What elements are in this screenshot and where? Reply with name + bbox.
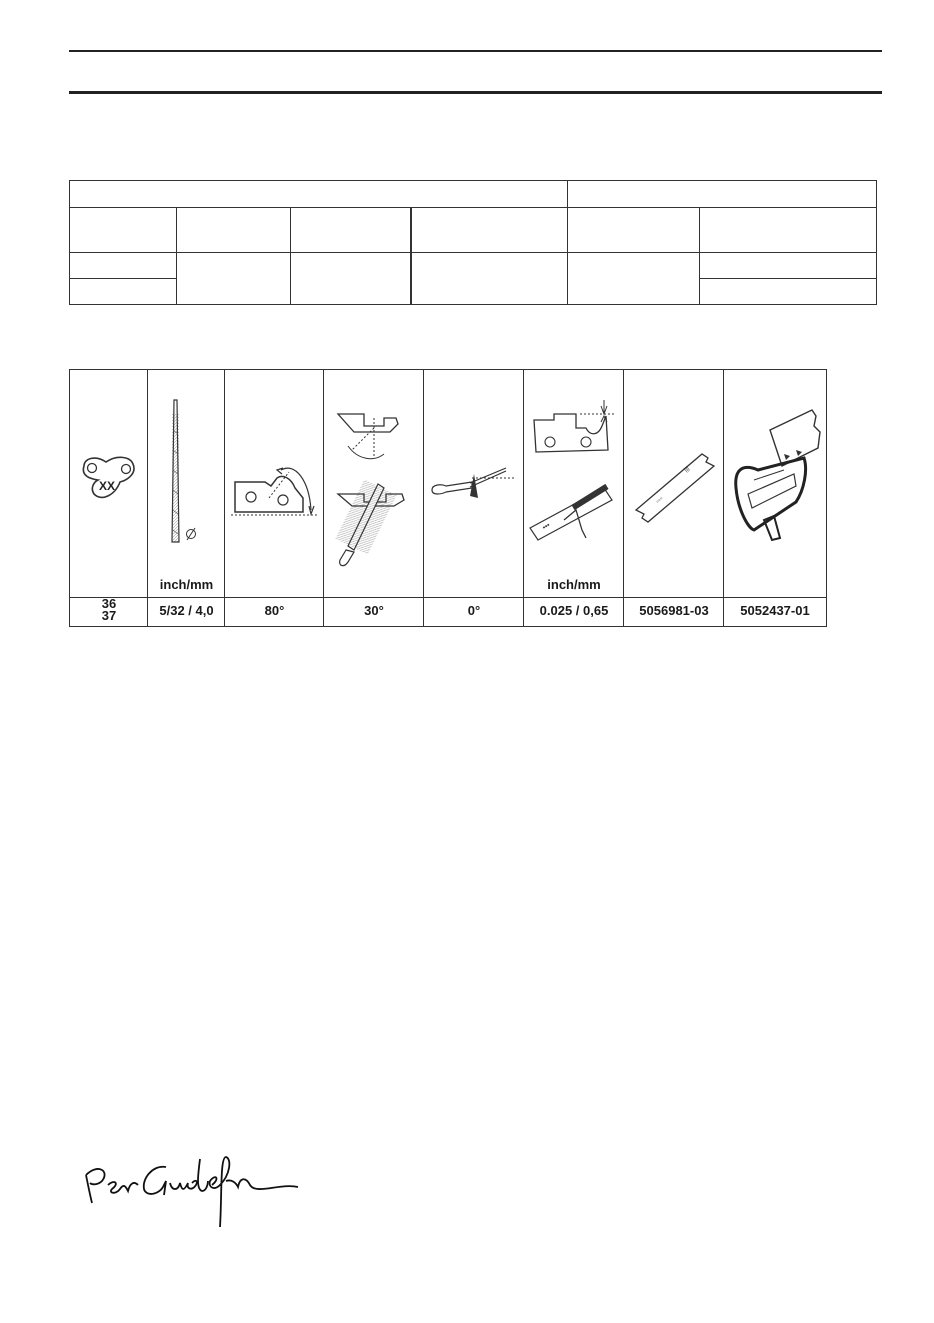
col-file-guide (723, 370, 826, 626)
spec-col-head (69, 207, 177, 253)
signature (80, 1155, 305, 1235)
spec-col-head (290, 207, 411, 253)
col-angle-80 (224, 370, 324, 626)
file-tilt-value: 0° (467, 603, 481, 618)
svg-text:▪▪▪: ▪▪▪ (541, 521, 552, 532)
spec-col-head (699, 207, 877, 253)
spec-cell (699, 278, 877, 305)
col-angle-30 (323, 370, 424, 626)
spec-col-head (176, 207, 291, 253)
spec-cell (69, 278, 177, 305)
sharpening-tool-table (69, 369, 827, 627)
spec-cell (176, 252, 291, 305)
gauge-part-number: 5056981-03 (639, 603, 709, 618)
depth-unit-label: inch/mm (547, 577, 601, 592)
spec-cell (699, 252, 877, 279)
spec-cell (290, 252, 411, 305)
angle-30-value: 30° (364, 603, 384, 618)
col-depth-gauge (523, 370, 624, 626)
cutter-angle-80-icon (225, 370, 324, 575)
spec-cell (410, 252, 568, 305)
spec-col-head (567, 207, 700, 253)
col-gauge-tool (623, 370, 724, 626)
flat-gauge-tool-icon (624, 370, 724, 575)
file-angle-30-icon (324, 370, 424, 575)
spec-header-left (69, 180, 568, 208)
file-diameter-value: 5/32 / 4,0 (159, 603, 214, 618)
chain-plate-code: XX (98, 479, 116, 493)
chain-number-1: 36 (101, 596, 117, 611)
guide-part-number: 5052437-01 (740, 603, 810, 618)
header-rule-bottom (69, 91, 882, 94)
depth-gauge-icon (524, 370, 624, 575)
file-tilt-icon (424, 370, 524, 575)
chain-numbers (70, 598, 148, 622)
spec-col-head (410, 207, 568, 253)
col-chain-plate (70, 370, 148, 626)
spec-table (69, 180, 877, 305)
svg-text:|||: ||| (683, 465, 691, 474)
spec-cell (69, 252, 177, 279)
round-file-icon (148, 370, 225, 575)
col-file-tilt (423, 370, 524, 626)
depth-gauge-value: 0.025 / 0,65 (539, 603, 609, 618)
svg-text:◦◦◦: ◦◦◦ (654, 495, 665, 506)
chain-link-plate-icon (70, 370, 148, 575)
file-unit-label: inch/mm (159, 577, 214, 592)
file-guide-holder-icon (724, 370, 826, 575)
angle-80-value: 80° (264, 603, 285, 618)
header-rule-top (69, 50, 882, 52)
spec-header-right (567, 180, 877, 208)
spec-cell (567, 252, 700, 305)
chain-number-2: 37 (101, 608, 117, 623)
col-file-diameter (147, 370, 225, 626)
